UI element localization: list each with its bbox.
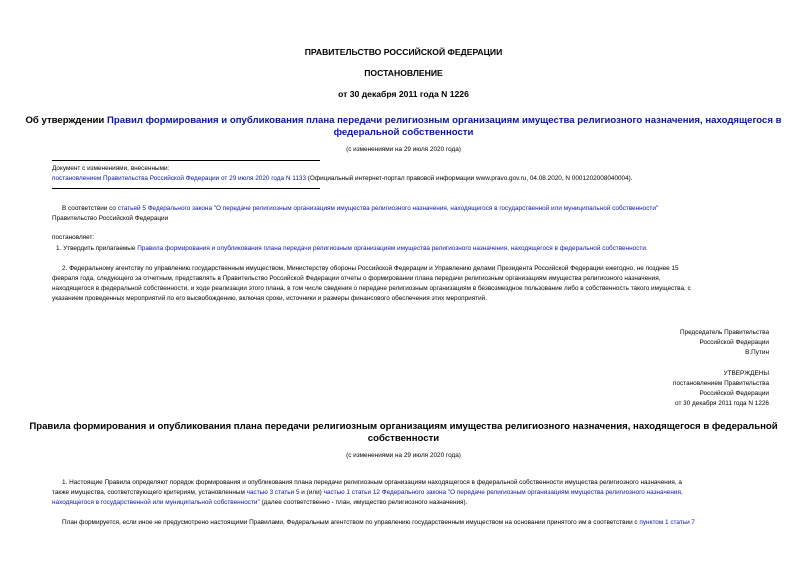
rules-title-line2: собственности bbox=[367, 433, 440, 444]
approval-date: от 30 декабря 2011 года N 1226 bbox=[675, 400, 769, 407]
rules-p1-line1: 1. Настоящие Правила определяют порядок формирования и опубликования плана передачи религиозным организациям находящегося в федеральной собственности имущества религиозного назначения, а bbox=[62, 479, 682, 486]
item1-prefix: 1. Утвердить прилагаемые bbox=[56, 245, 138, 252]
decrees-word: постановляет: bbox=[52, 234, 95, 241]
preamble-law-link[interactable]: статьей 5 Федерального закона "О передаче религиозным организациям имущества религиозного назначения, находящегося в государственной или муниципальной собственности" bbox=[117, 205, 659, 212]
changes-decree-link[interactable]: постановлением Правительства Российской Федерации от 29 июля 2020 года N 1133 bbox=[52, 175, 306, 182]
bottom-divider bbox=[52, 188, 320, 189]
title-rules-link-cont[interactable]: федеральной собственности bbox=[333, 127, 474, 138]
rules-p2-line1 bbox=[62, 518, 768, 528]
article12-part1-link[interactable]: частью 1 статьи 12 Федерального закона "О передаче религиозным организациям имущества религиозного назначения, bbox=[323, 489, 683, 496]
changes-line bbox=[52, 174, 768, 184]
item-2-line2: февраля года, следующего за отчетным, представлять в Правительство Российской Федерации отчеты о формировании плана передачи религиозным организациям имущества религиозного назначения, bbox=[52, 275, 661, 282]
approval-country: Российской Федерации bbox=[699, 390, 769, 397]
rules-p1-text-b: и (или) bbox=[299, 489, 324, 496]
title-prefix: Об утверждении bbox=[25, 115, 107, 126]
rules-p1-tail: (далее соответственно - план, имущество религиозного назначения). bbox=[259, 499, 468, 506]
doc-type: ПОСТАНОВЛЕНИЕ bbox=[364, 68, 443, 78]
article7-point1-link[interactable]: пунктом 1 статьи 7 bbox=[639, 519, 695, 526]
article5-part3-link[interactable]: частью 3 статьи 5 bbox=[246, 489, 300, 496]
item-2-line4: указанием проведенных мероприятий по его высвобождению, включая сроки, источники и размеры финансового обеспечения этих мероприятий. bbox=[52, 295, 488, 302]
item1-rules-link[interactable]: Правила формирования и опубликования плана передачи религиозным организациям имущества религиозного назначения, находящегося в федеральной собственности. bbox=[137, 245, 648, 252]
item-1 bbox=[56, 244, 768, 254]
preamble-prefix: В соответствии со bbox=[62, 205, 118, 212]
signature-position: Председатель Правительства bbox=[680, 329, 769, 336]
rules-p1-line2 bbox=[52, 488, 768, 498]
rules-title: Правила формирования и опубликования плана передачи религиозным организациям имущества религиозного назначения, находящегося в федеральной bbox=[29, 421, 778, 432]
title-rules-link[interactable]: Правил формирования и опубликования плана передачи религиозным организациям имущества религиозного назначения, находящегося в bbox=[106, 115, 782, 126]
rules-p2-text: План формируется, если иное не предусмотрено настоящими Правилами, Федеральным агентством по управлению государственным имуществом на основании принятого им в соответствии с bbox=[62, 519, 640, 526]
signature-name: В.Путин bbox=[745, 349, 769, 356]
approval-by: постановлением Правительства bbox=[673, 380, 769, 387]
amended-note: (с изменениями на 29 июля 2020 года) bbox=[346, 146, 461, 153]
rules-p1-text-a: также имущества, соответствующего критериям, установленным bbox=[52, 489, 247, 496]
signature-country: Российской Федерации bbox=[699, 339, 769, 346]
top-divider bbox=[52, 160, 320, 161]
org-name: ПРАВИТЕЛЬСТВО РОССИЙСКОЙ ФЕДЕРАЦИИ bbox=[304, 47, 503, 57]
changes-tail: (Официальный интернет-портал правовой информации www.pravo.gov.ru, 04.08.2020, N 0001202008040004). bbox=[306, 175, 633, 182]
document-title-line2 bbox=[0, 127, 807, 139]
rules-p1-line3 bbox=[52, 498, 768, 508]
document-title bbox=[0, 115, 807, 127]
preamble-line2: Правительство Российской Федерации bbox=[52, 215, 169, 222]
approval-stamp: УТВЕРЖДЕНЫ bbox=[723, 370, 769, 377]
preamble-line1 bbox=[62, 204, 768, 214]
law-title-link-cont[interactable]: находящегося в государственной или муниципальной собственности" bbox=[52, 499, 260, 506]
item-2-line1: 2. Федеральному агентству по управлению государственным имуществом, Министерству обороны Российской Федерации и Управлению делами Президента Российской Федерации ежегодно, не позднее 15 bbox=[62, 265, 679, 272]
rules-amended-note: (с изменениями на 29 июля 2020 года) bbox=[346, 452, 461, 459]
doc-date: от 30 декабря 2011 года N 1226 bbox=[338, 89, 469, 99]
item-2-line3: находящегося в федеральной собственности, и ходе реализации этого плана, в том числе сведения о передаче религиозным организациям в безвозмездное пользование либо в собственность такого имущества, с bbox=[52, 285, 691, 292]
changes-label: Документ с изменениями, внесенными: bbox=[52, 165, 170, 172]
